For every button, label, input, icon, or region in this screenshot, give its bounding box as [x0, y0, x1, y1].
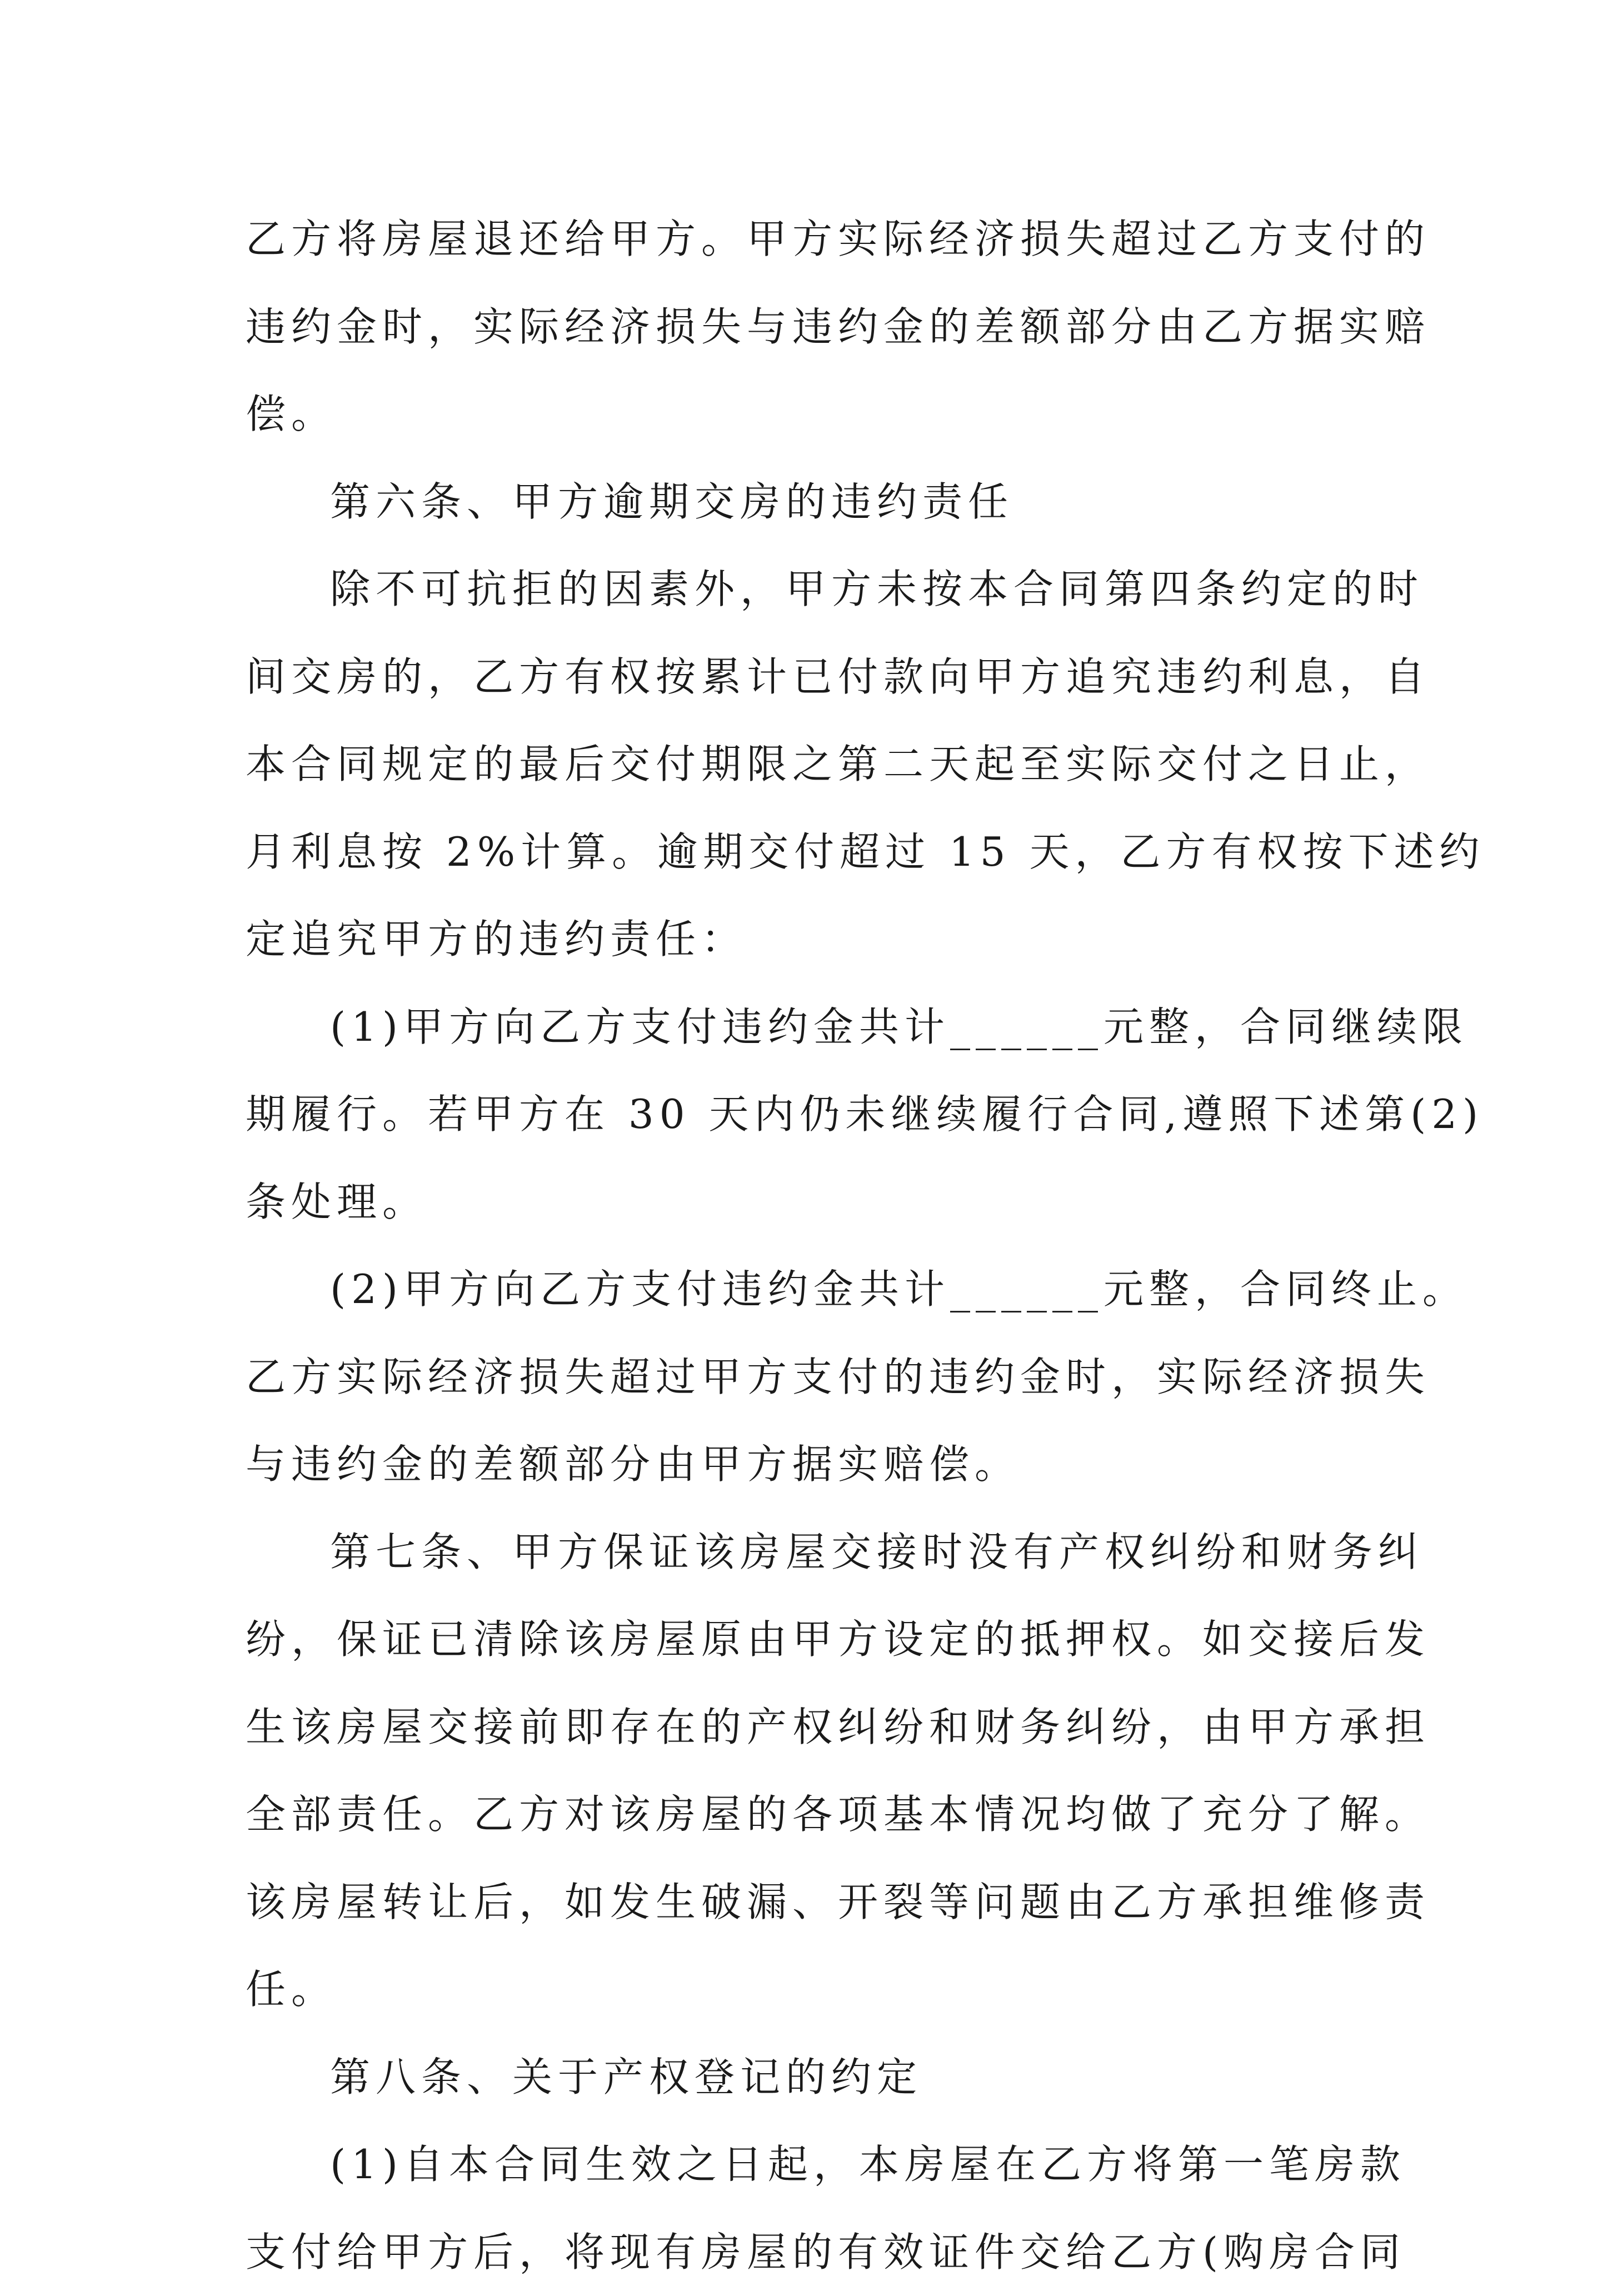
text-line: 定追究甲方的违约责任： [246, 896, 1368, 984]
text-line: 违约金时，实际经济损失与违约金的差额部分由乙方据实赔 [246, 283, 1368, 371]
text-line: (1)甲方向乙方支付违约金共计______元整，合同继续限 [246, 984, 1368, 1071]
text-line: 全部责任。乙方对该房屋的各项基本情况均做了充分了解。 [246, 1771, 1368, 1859]
text-line: 任。 [246, 1946, 1368, 2034]
text-line: 该房屋转让后，如发生破漏、开裂等问题由乙方承担维修责 [246, 1859, 1368, 1946]
text-line: 生该房屋交接前即存在的产权纠纷和财务纠纷，由甲方承担 [246, 1684, 1368, 1771]
text-line: 除不可抗拒的因素外，甲方未按本合同第四条约定的时 [246, 546, 1368, 633]
text-line: (1)自本合同生效之日起，本房屋在乙方将第一笔房款 [246, 2121, 1368, 2209]
text-line: 期履行。若甲方在 30 天内仍未继续履行合同,遵照下述第(2) [246, 1071, 1368, 1159]
text-line: (2)甲方向乙方支付违约金共计______元整，合同终止。 [246, 1246, 1368, 1334]
text-line: 第七条、甲方保证该房屋交接时没有产权纠纷和财务纠 [246, 1509, 1368, 1596]
text-line: 乙方将房屋退还给甲方。甲方实际经济损失超过乙方支付的 [246, 196, 1368, 283]
text-line: 第六条、甲方逾期交房的违约责任 [246, 458, 1368, 546]
text-line: 条处理。 [246, 1159, 1368, 1246]
text-line: 偿。 [246, 371, 1368, 458]
text-line: 间交房的，乙方有权按累计已付款向甲方追究违约利息，自 [246, 633, 1368, 721]
text-line: 纷，保证已清除该房屋原由甲方设定的抵押权。如交接后发 [246, 1596, 1368, 1684]
text-line: 月利息按 2%计算。逾期交付超过 15 天，乙方有权按下述约 [246, 808, 1368, 896]
text-line: 本合同规定的最后交付期限之第二天起至实际交付之日止， [246, 721, 1368, 808]
text-line: 与违约金的差额部分由甲方据实赔偿。 [246, 1421, 1368, 1509]
document-body [246, 196, 1368, 2296]
text-line: 乙方实际经济损失超过甲方支付的违约金时，实际经济损失 [246, 1334, 1368, 1421]
text-line: 第八条、关于产权登记的约定 [246, 2034, 1368, 2122]
text-line: 支付给甲方后，将现有房屋的有效证件交给乙方(购房合同 [246, 2209, 1368, 2296]
